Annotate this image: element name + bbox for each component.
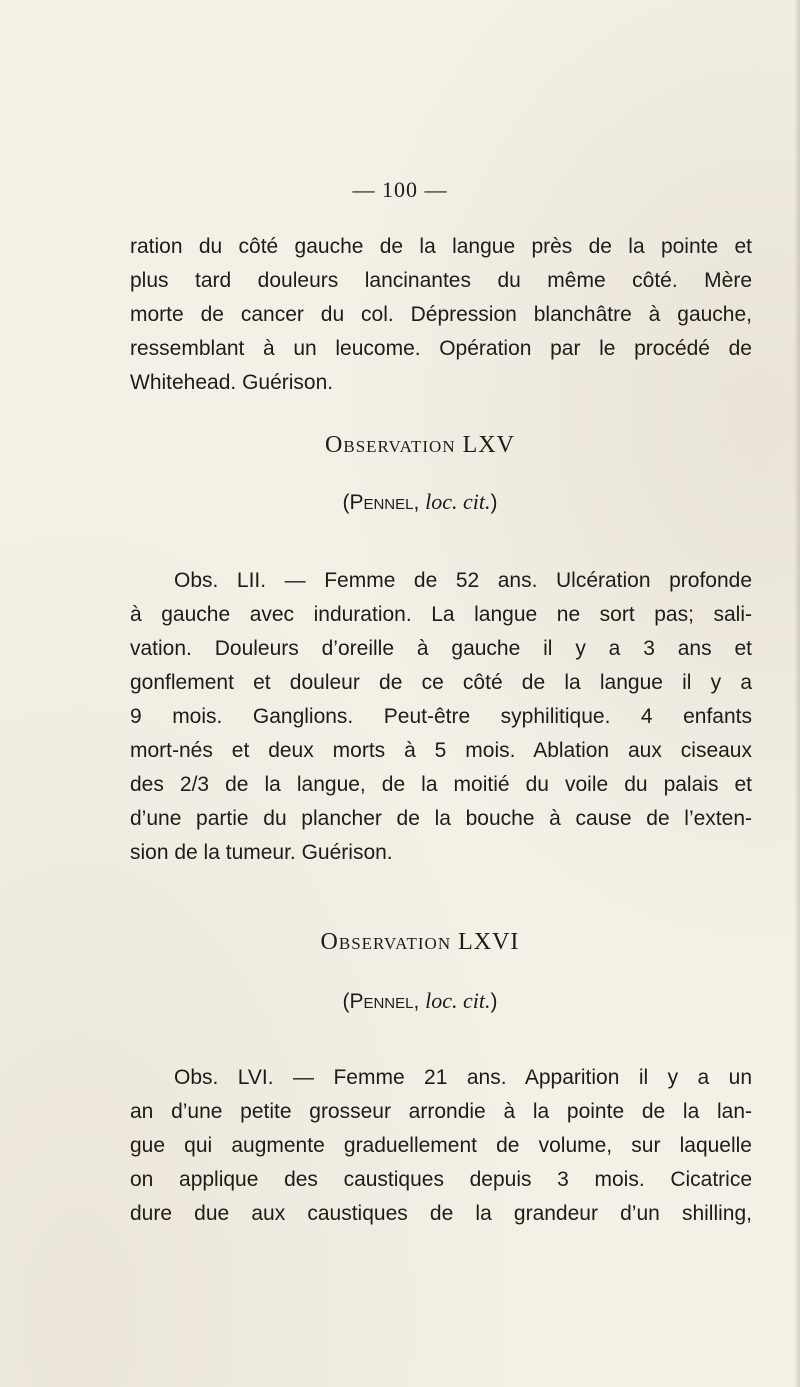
page-edge-shadow — [794, 0, 800, 1387]
observation-heading-lxv: Observation LXV — [325, 432, 515, 458]
text-line: gue qui augmente graduellement de volume, sur laquelle — [130, 1134, 752, 1157]
text-line: ressemblant à un leucome. Opération par le procédé de — [130, 337, 752, 360]
source-author: (Pennel, — [342, 491, 420, 514]
text-line: Whitehead. Guérison. — [130, 371, 334, 394]
page-number: — 100 — — [352, 177, 448, 202]
text-line: Obs. LII. — Femme de 52 ans. Ulcération profonde — [174, 569, 752, 592]
text-line: mort-nés et deux morts à 5 mois. Ablation aux ciseaux — [130, 739, 752, 762]
text-line: à gauche avec induration. La langue ne sort pas; sali- — [130, 603, 752, 626]
text-line: 9 mois. Ganglions. Peut-être syphilitique. 4 enfants — [130, 705, 752, 728]
text-line: gonflement et douleur de ce côté de la langue il y a — [130, 671, 752, 694]
source-close-paren: ) — [490, 491, 498, 514]
text-line: sion de la tumeur. Guérison. — [130, 841, 393, 864]
source-citation: loc. cit. — [425, 988, 491, 1013]
source-author: (Pennel, — [342, 990, 420, 1013]
text-line: des 2/3 de la langue, de la moitié du voile du palais et — [130, 773, 752, 796]
text-line: vation. Douleurs d’oreille à gauche il y a 3 ans et — [130, 637, 752, 660]
text-line: an d’une petite grosseur arrondie à la pointe de la lan- — [130, 1100, 752, 1123]
paragraph-continuation — [130, 230, 752, 400]
observation-source-lxv — [0, 489, 800, 515]
text-line: plus tard douleurs lancinantes du même côté. Mère — [130, 269, 752, 292]
observation-heading-lxvi: Observation LXVI — [320, 929, 520, 955]
source-close-paren: ) — [490, 990, 498, 1013]
text-line: morte de cancer du col. Dépression blanchâtre à gauche, — [130, 303, 752, 326]
text-line: on applique des caustiques depuis 3 mois. Cicatrice — [130, 1168, 752, 1191]
paragraph-observation-lvi — [130, 1061, 752, 1231]
text-line: ration du côté gauche de la langue près de la pointe et — [130, 235, 752, 258]
text-line: d’une partie du plancher de la bouche à cause de l’exten- — [130, 807, 752, 830]
observation-source-lxvi — [0, 988, 800, 1014]
text-line: Obs. LVI. — Femme 21 ans. Apparition il y a un — [174, 1066, 752, 1089]
paragraph-observation-lii — [130, 564, 752, 870]
text-line: dure due aux caustiques de la grandeur d’un shilling, — [130, 1202, 752, 1225]
source-citation: loc. cit. — [425, 489, 491, 514]
